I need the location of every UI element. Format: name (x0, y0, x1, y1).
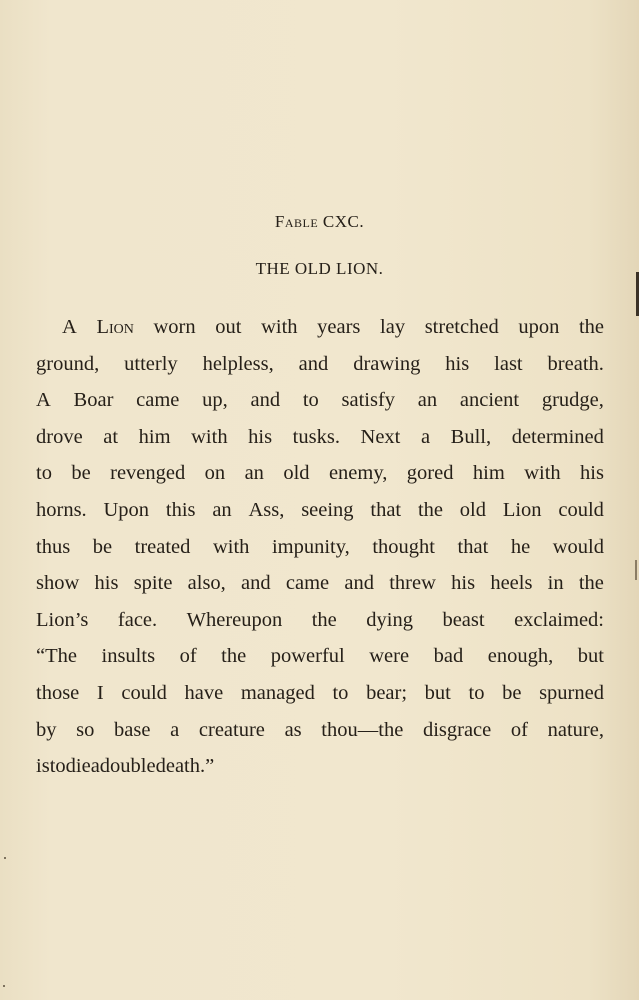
word: came (285, 572, 330, 595)
word: spite (133, 572, 173, 595)
word: that (457, 535, 489, 558)
word: A (62, 316, 77, 338)
text-line (36, 638, 604, 675)
word: die (65, 755, 91, 778)
word: enough, (487, 645, 554, 668)
word: with (524, 462, 561, 485)
word: thou—the (321, 718, 404, 741)
word: horns. (36, 498, 87, 521)
page-edge-mark (635, 560, 637, 580)
word: disgrace (422, 718, 492, 741)
word: upon (518, 316, 560, 338)
fable-title: THE OLD LION. (255, 259, 384, 278)
word: dying (366, 608, 413, 631)
word: breath. (547, 352, 604, 375)
word: worn (153, 316, 196, 338)
word: ancient (459, 389, 520, 412)
word: with (261, 316, 298, 338)
word: his (580, 462, 604, 485)
word: ground, (36, 352, 100, 375)
word: thus (36, 535, 71, 558)
word: and (250, 389, 281, 412)
word: his (248, 425, 273, 448)
word: satisfy (341, 389, 396, 412)
word: old (459, 498, 486, 521)
word: treated (134, 535, 191, 558)
text-line (36, 309, 604, 346)
word: and (241, 572, 271, 595)
word: a (90, 755, 100, 778)
word: Lion (96, 316, 134, 338)
word: of (179, 645, 197, 668)
word: Lion’s (36, 608, 89, 631)
word: Next (360, 425, 401, 448)
word: his (451, 572, 476, 595)
word: revenged (110, 462, 186, 485)
word: could (558, 498, 604, 521)
word: out (215, 316, 242, 338)
word: I (96, 681, 104, 704)
word: helpless, (202, 352, 274, 375)
text-line (36, 602, 604, 639)
word: old (283, 462, 310, 485)
page-speck (3, 985, 5, 987)
word: managed (240, 681, 315, 704)
text-line (36, 712, 604, 749)
word: years (317, 316, 361, 338)
word: the (578, 316, 604, 338)
word: is (36, 755, 50, 778)
word: him (138, 425, 171, 448)
word: Boar (73, 389, 114, 412)
word: stretched (424, 316, 499, 338)
word: Ass, (248, 498, 285, 521)
text-line (36, 529, 604, 566)
word: him (472, 462, 505, 485)
word: Lion (502, 498, 542, 521)
page-speck (4, 857, 6, 859)
word: spurned (539, 681, 604, 704)
word: so (76, 718, 95, 741)
word: A (36, 389, 51, 412)
word: that (370, 498, 402, 521)
word: the (311, 608, 337, 631)
word: he (510, 535, 531, 558)
word: were (369, 645, 410, 668)
word: in (547, 572, 564, 595)
word: the (221, 645, 247, 668)
word: to (332, 681, 349, 704)
text-line (36, 492, 604, 529)
word: grudge, (541, 389, 604, 412)
word: with (212, 535, 250, 558)
word: Bull, (450, 425, 492, 448)
text-line (36, 565, 604, 602)
word: be (71, 462, 91, 485)
word: would (552, 535, 604, 558)
word: as (284, 718, 302, 741)
word: this (165, 498, 196, 521)
fable-word: Fable (274, 212, 319, 231)
word: base (114, 718, 151, 741)
word: on (204, 462, 226, 485)
text-line (36, 675, 604, 712)
word: have (184, 681, 224, 704)
word: drawing (353, 352, 421, 375)
word: with (191, 425, 228, 448)
fable-text (36, 309, 604, 785)
word: powerful (270, 645, 345, 668)
word: to (302, 389, 319, 412)
word: lay (380, 316, 406, 338)
word: an (244, 462, 264, 485)
word: exclaimed: (514, 608, 604, 631)
word: the (578, 572, 604, 595)
word: drove (36, 425, 83, 448)
word: came (136, 389, 180, 412)
text-line (36, 419, 604, 456)
word: face. (117, 608, 158, 631)
word: threw (389, 572, 436, 595)
word: be (502, 681, 522, 704)
word: to (36, 462, 52, 485)
word: but (424, 681, 451, 704)
word: impunity, (271, 535, 350, 558)
word: beast (442, 608, 485, 631)
word: a (420, 425, 431, 448)
word: tusks. (292, 425, 340, 448)
word: could (121, 681, 167, 704)
word: those (36, 681, 80, 704)
word: seeing (301, 498, 354, 521)
word: an (417, 389, 438, 412)
word: be (92, 535, 113, 558)
word: insults (101, 645, 156, 668)
word: enemy, (328, 462, 388, 485)
word: to (468, 681, 485, 704)
text-line (36, 455, 604, 492)
word: by (36, 718, 57, 741)
word: up, (202, 389, 228, 412)
word: of (510, 718, 528, 741)
word: utterly (124, 352, 178, 375)
word: a (170, 718, 180, 741)
word: heels (490, 572, 533, 595)
word: thought (372, 535, 435, 558)
word: and (298, 352, 329, 375)
word: also, (187, 572, 226, 595)
text-line (36, 748, 604, 785)
word: and (344, 572, 374, 595)
word: show (36, 572, 80, 595)
word: to (49, 755, 66, 778)
fable-numeral: CXC. (322, 212, 365, 231)
word: the (417, 498, 443, 521)
text-line (36, 382, 604, 419)
word: creature (198, 718, 265, 741)
word: gored (406, 462, 454, 485)
word: death.” (155, 755, 215, 778)
word: Whereupon (186, 608, 283, 631)
text-line (36, 346, 604, 383)
word: an (212, 498, 232, 521)
word: nature, (547, 718, 604, 741)
word: determined (511, 425, 604, 448)
word: bear; (366, 681, 408, 704)
word: Upon (103, 498, 150, 521)
word: his (94, 572, 119, 595)
word: but (577, 645, 604, 668)
word: double (99, 755, 156, 778)
word: his (445, 352, 470, 375)
word: bad (433, 645, 464, 668)
word: “The (36, 645, 77, 668)
fable-number-heading (0, 212, 639, 232)
word: last (494, 352, 523, 375)
word: at (103, 425, 119, 448)
